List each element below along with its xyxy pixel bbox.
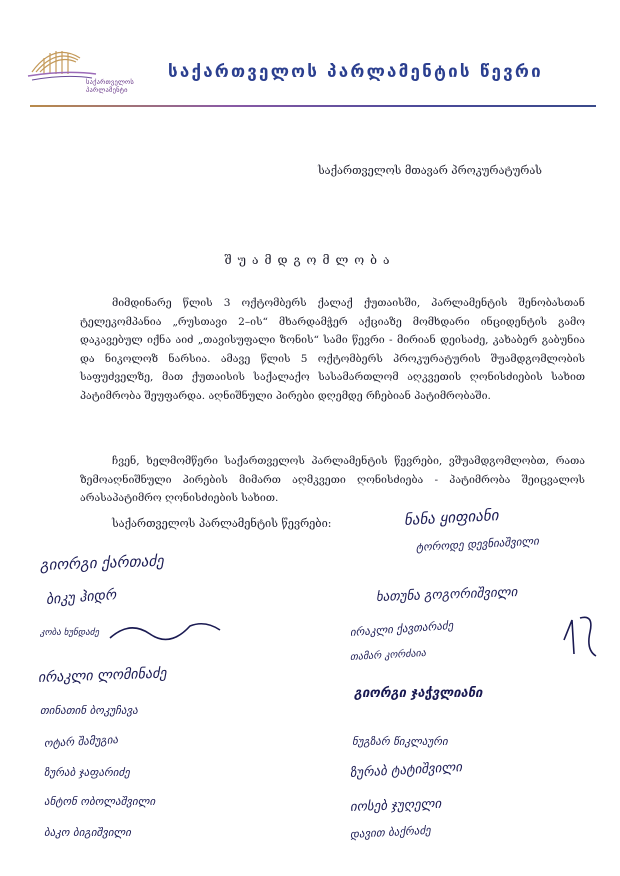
signature: იოსებ ჯუღელი xyxy=(349,796,442,815)
signature: თამარ კორძაია xyxy=(349,648,427,663)
header-title: საქართველოს პარლამენტის წევრი xyxy=(168,62,543,82)
signature: გიორგი ჯაჭვლიანი xyxy=(354,686,483,701)
signature: ტოროდე დევნიაშვილი xyxy=(415,534,540,554)
signature: დავით ბაქრაძე xyxy=(349,823,432,841)
signature: ოტარ შამუგია xyxy=(43,733,119,750)
signature: ნუგზარ წიკლაური xyxy=(352,735,448,748)
parliament-logo xyxy=(26,40,166,104)
body-paragraph-1: მიმდინარე წლის 3 ოქტომბერს ქალაქ ქუთაისში, პარლამენტის შენობასთან ტელეკომპანია „რუსთავი 2–ის“ მხარდამჭერ აქციაზე მომხდარი ინციდენტის გამო დაკავებულ იქნა აიძ „თავისუფალი ზონის“ სამი წევრი - მირიან დეისაძე, კახაბერ გაბუნია და ნიკოლოზ ნარსია. ამავე წლის 5 ოქტომბერს პროკურატურის შუამდგომლობის საფუძველზე, მათ ქუთაისის საქალაქო სასამართლომ აღკვეთის ღონისძიების სახით პატიმრობა შეუფარდა. აღნიშნული პირები დღემდე რჩებიან პატიმრობაში. xyxy=(80,297,585,402)
body-paragraph-2: ჩვენ, ხელმომწერი საქართველოს პარლამენტის წევრები, ვშუამდგომლობთ, რათა ზემოაღნიშნული პირების მიმართ აღმკვეთი ღონისძიება - პატიმრობა შეიცვალოს არასაპატიმრო ღონისძიების სახით. xyxy=(80,455,585,505)
signers-label: საქართველოს პარლამენტის წევრები: xyxy=(112,517,332,530)
header-divider xyxy=(30,105,596,107)
signature: თინათინ ბოკუჩავა xyxy=(40,704,138,717)
parliament-arch-icon xyxy=(26,40,166,104)
document-title: შუამდგომლობა xyxy=(224,253,396,267)
logo-text: საქართველოს პარლამენტი xyxy=(86,78,134,94)
recipient-line: საქართველოს მთავარ პროკურატურას xyxy=(318,164,542,177)
signature: ზურაბ ტატიშვილი xyxy=(349,760,463,781)
signature: ანტონ ობოლაშვილი xyxy=(44,795,156,808)
signature: ბაკო ბიგიშვილი xyxy=(44,826,131,839)
signature: ირაკლი ქავთარაძე xyxy=(349,618,454,639)
signature: ბიკუ ჰიდრ xyxy=(45,587,117,608)
signature: ხათუნა გოგორიშვილი xyxy=(375,585,518,605)
signature: ირაკლი ლომინაძე xyxy=(37,665,167,686)
signature: გიორგი ქართაძე xyxy=(39,551,165,574)
signature-scribble xyxy=(560,610,600,660)
signature: კობა ხუნდაძე xyxy=(40,628,99,638)
signature: ზურაბ ჯაფარიძე xyxy=(44,766,130,779)
signature: ნანა ყიფიანი xyxy=(403,506,499,529)
